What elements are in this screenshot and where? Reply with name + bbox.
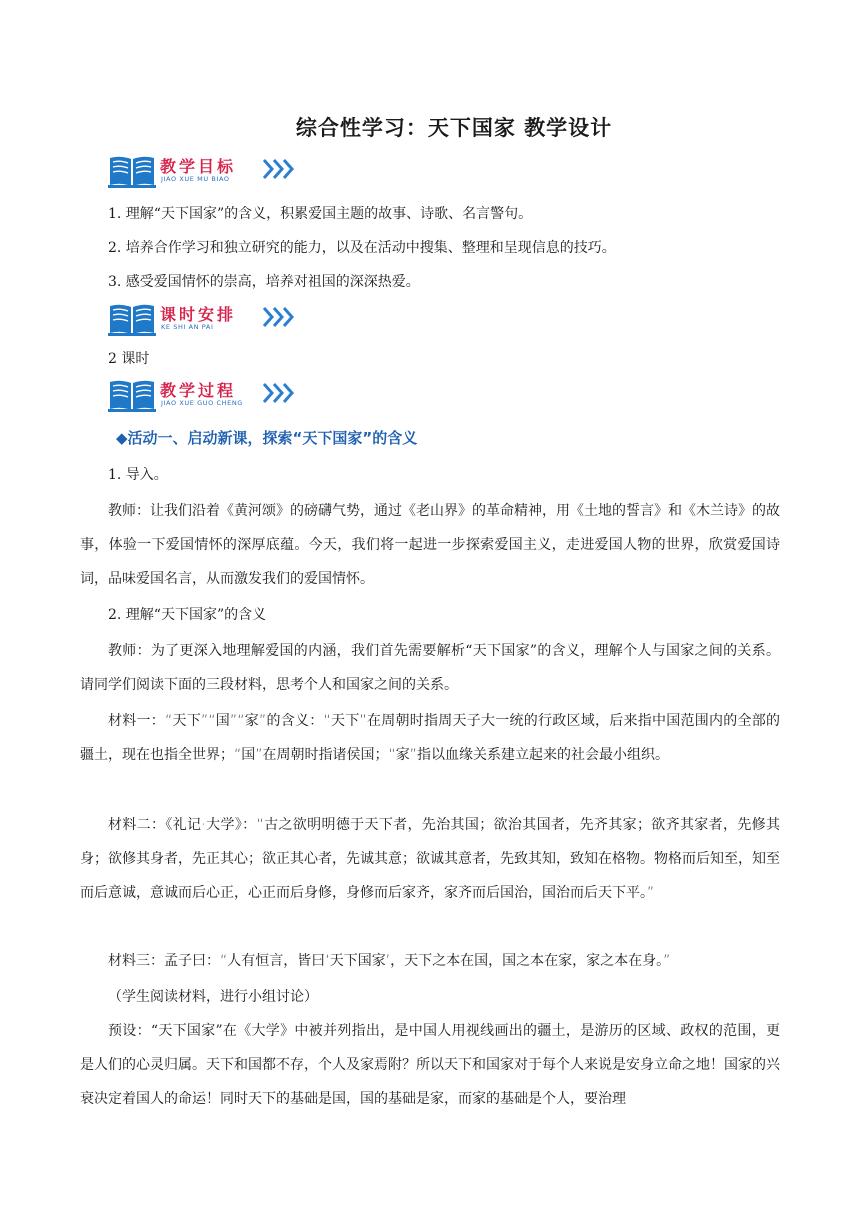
section-title-process: 教学过程 <box>160 381 237 400</box>
section-header-schedule <box>108 300 298 342</box>
section-pinyin-goals: JIAO XUE MU BIAO <box>161 175 230 183</box>
section-header-process <box>108 376 298 418</box>
class-hours: 2 课时 <box>108 351 150 367</box>
step-heading: 2. 理解“天下国家”的含义 <box>108 607 267 623</box>
goals-list <box>108 197 788 299</box>
discussion-note: （学生阅读材料，进行小组讨论） <box>108 989 318 1005</box>
material-three: 材料三：孟子曰：“人有恒言，皆曰‘天下国家’，天下之本在国，国之本在家，家之本在身。” <box>108 953 671 969</box>
paragraph-teacher: 教师：为了更深入地理解爱国的内涵，我们首先需要解析“天下国家”的含义，理解个人与国家之间的关系。请同学们阅读下面的三段材料，思考个人和国家之间的关系。 <box>80 643 780 693</box>
chevron-arrows-icon <box>262 306 296 328</box>
section-pinyin-schedule: KE SHI AN PAI <box>161 323 214 331</box>
paragraph-intro: 教师：让我们沿着《黄河颂》的磅礴气势，通过《老山界》的革命精神，用《土地的誓言》和《木兰诗》的故事，体验一下爱国情怀的深厚底蕴。今天，我们将一起进一步探索爱国主义，走进爱国人物的世界，欣赏爱国诗词，品味爱国名言，从而激发我们的爱国情怀。 <box>80 503 780 587</box>
goal-item: 1. 理解“天下国家”的含义，积累爱国主题的故事、诗歌、名言警句。 <box>108 206 533 222</box>
book-icon <box>108 302 156 336</box>
material-one: 材料一：“天下”“国”“家”的含义：“天下”在周朝时指周天子大一统的行政区域，后来指中国范围内的全部的疆土，现在也指全世界；“国”在周朝时指诸侯国；“家”指以血缘关系建立起来的社会最小组织。 <box>80 713 780 763</box>
goal-item: 2. 培养合作学习和独立研究的能力，以及在活动中搜集、整理和呈现信息的技巧。 <box>108 240 616 256</box>
material-two: 材料二：《礼记·大学》：“古之欲明明德于天下者，先治其国；欲治其国者，先齐其家；欲齐其家者，先修其身；欲修其身者，先正其心；欲正其心者，先诚其意；欲诚其意者，先致其知，致知在格物。物格而后知至，知至而后意诚，意诚而后心正，心正而后身修，身修而后家齐，家齐而后国治，国治而后天下平。” <box>80 817 780 901</box>
section-pinyin-process: JIAO XUE GUO CHENG <box>161 399 243 407</box>
page-title: 综合性学习：天下国家 教学设计 <box>295 116 613 140</box>
section-title-schedule: 课时安排 <box>160 305 237 324</box>
activity-heading: ◆活动一、启动新课，探索“天下国家”的含义 <box>116 429 418 447</box>
book-icon <box>108 378 156 412</box>
goal-item: 3. 感受爱国情怀的崇高，培养对祖国的深深热爱。 <box>108 274 420 290</box>
step-heading: 1. 导入。 <box>108 467 168 483</box>
paragraph-preset: 预设：“天下国家”在《大学》中被并列指出，是中国人用视线画出的疆土，是游历的区域、政权的范围，更是人们的心灵归属。天下和国都不存，个人及家焉附？所以天下和国家对于每个人来说是安身立命之地！国家的兴衰决定着国人的命运！同时天下的基础是国，国的基础是家，而家的基础是个人，要治理 <box>80 1023 780 1107</box>
section-title-goals: 教学目标 <box>160 157 237 176</box>
chevron-arrows-icon <box>262 158 296 180</box>
book-icon <box>108 154 156 188</box>
chevron-arrows-icon <box>262 382 296 404</box>
section-header-goals <box>108 152 298 194</box>
